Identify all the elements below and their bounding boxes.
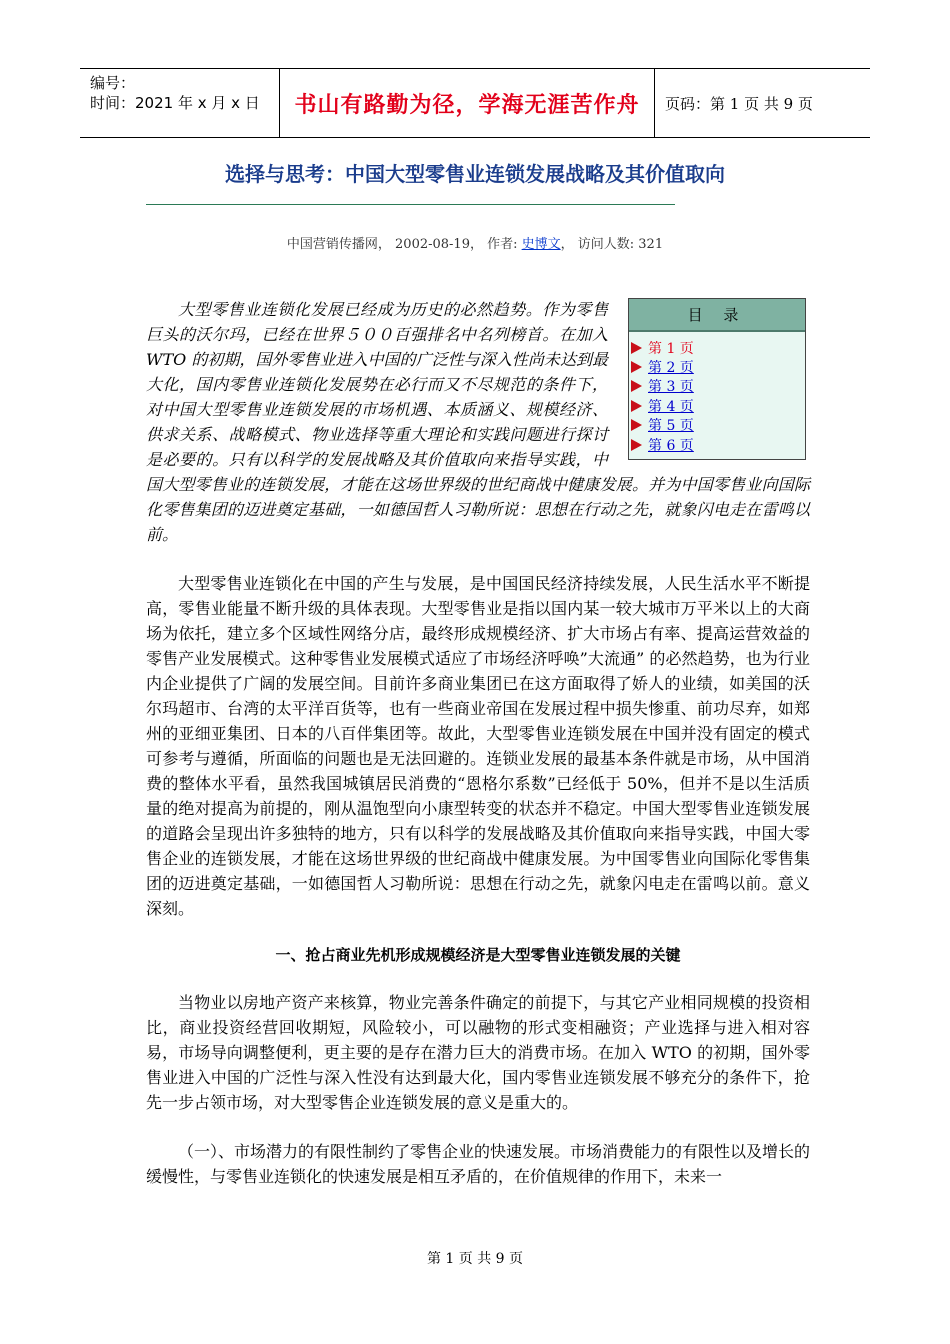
toc-link-page-1[interactable]: 第 1 页 — [648, 340, 694, 357]
toc-item[interactable] — [631, 396, 805, 415]
toc-item[interactable] — [631, 435, 805, 454]
article-meta — [80, 233, 870, 252]
document-header — [80, 68, 870, 138]
header-page-info: 页码：第 1 页 共 9 页 — [665, 94, 813, 113]
page-footer: 第 1 页 共 9 页 — [426, 1251, 524, 1267]
body-paragraph: 大型零售业连锁化在中国的产生与发展，是中国国民经济持续发展，人民生活水平不断提高，零售业能量不断升级的具体表现。大型零售业是指以国内某一较大城市万平米以上的大商场为依托，建立多个区域性网络分店，最终形成规模经济、扩大市场占有率、提高运营效益的零售产业发展模式。这种零售业发展模式适应了市场经济呼唤”大流通” 的必然趋势，也为行业内企业提供了广阔的发展空间。目前许多商业集团已在这方面取得了娇人的业绩，如美国的沃尔玛超市、台湾的太平洋百货等，也有一些商业帝国在发展过程中损失惨重、前功尽弃，如郑州的亚细亚集团、日本的八百伴集团等。故此，大型零售业连锁发展在中国并没有固定的模式可参考与遵循，所面临的问题也是无法回避的。连锁业发展的最基本条件就是市场，从中国消费的整体水平看，虽然我国城镇居民消费的“恩格尔系数”已经低于 50%，但并不是以生活质量的绝对提高为前提的，刚从温饱型向小康型转变的状态并不稳定。中国大型零售业连锁发展的道路会呈现出许多独特的地方，只有以科学的发展战略及其价值取向来指导实践，中国大零售企业的连锁发展，才能在这场世界级的世纪商战中健康发展。为中国零售业向国际化零售集团的迈进奠定基础，一如德国哲人习勒所说：思想在行动之先，就象闪电走在雷鸣以前。意义深刻。 — [146, 574, 810, 918]
arrow-right-icon — [631, 361, 642, 373]
toc-link-page-2[interactable]: 第 2 页 — [648, 360, 694, 377]
number-label: 编号： — [90, 74, 136, 92]
toc-link-page-6[interactable]: 第 6 页 — [648, 437, 694, 454]
toc-item[interactable] — [631, 357, 805, 376]
arrow-right-icon — [631, 342, 642, 354]
date-label: 时间：2021 年 x 月 x 日 — [90, 94, 260, 112]
arrow-right-icon — [631, 439, 642, 451]
toc-link-page-4[interactable]: 第 4 页 — [648, 398, 694, 415]
author-link[interactable]: 史博文 — [521, 237, 561, 252]
header-info — [80, 69, 280, 137]
table-of-contents — [628, 298, 806, 460]
body-paragraph: （一）、市场潜力的有限性制约了零售企业的快速发展。市场消费能力的有限性以及增长的缓慢性，与零售业连锁化的快速发展是相互矛盾的，在价值规律的作用下，未来一 — [146, 1142, 811, 1186]
arrow-right-icon — [631, 400, 642, 412]
toc-heading: 目 录 — [629, 299, 805, 332]
toc-link-page-5[interactable]: 第 5 页 — [648, 418, 694, 435]
article-title: 选择与思考：中国大型零售业连锁发展战略及其价值取向 — [225, 162, 725, 186]
body-paragraph: 当物业以房地产资产来核算，物业完善条件确定的前提下，与其它产业相同规模的投资相比，商业投资经营回收期短，风险较小，可以融物的形式变相融资；产业选择与进入相对容易，市场导向调整便利，更主要的是存在潜力巨大的消费市场。在加入 WTO 的初期，国外零售业进入中国的广泛性与深入性没有达到最大化，国内零售业连锁发展不够充分的条件下，抢先一步占领市场，对大型零售企业连锁发展的意义是重大的。 — [146, 993, 810, 1112]
header-motto: 书山有路勤为径，学海无涯苦作舟 — [280, 69, 655, 137]
title-divider — [146, 204, 675, 205]
meta-suffix: ， 访问人数: 321 — [560, 237, 664, 252]
toc-item[interactable] — [631, 338, 805, 357]
toc-link-page-3[interactable]: 第 3 页 — [648, 379, 694, 396]
intro-text: 大型零售业连锁化发展已经成为历史的必然趋势。作为零售巨头的沃尔玛，已经在世界５００百强排名中名列榜首。在加入WTO 的初期，国外零售业进入中国的广泛性与深入性尚未达到最大化，国内零售业连锁化发展势在必行而又不尽规范的条件下，对中国大型零售业连锁发展的市场机遇、本质涵义、规模经济、供求关系、战略模式、物业选择等重大理论和实践问题进行探讨是必要的。只有以科学的发展战略及其价值取向来指导实践，中国大型零售业的连锁发展，才能在这场世界级的世纪商战中健康发展。并为中国零售业向国际化零售集团的迈进奠定基础，一如德国哲人习勒所说：思想在行动之先，就象闪电走在雷鸣以前。 — [146, 300, 810, 544]
toc-item[interactable] — [631, 377, 805, 396]
toc-list — [629, 332, 805, 454]
toc-item[interactable] — [631, 416, 805, 435]
section-heading: 一、抢占商业先机形成规模经济是大型零售业连锁发展的关键 — [275, 946, 681, 964]
arrow-right-icon — [631, 419, 642, 431]
arrow-right-icon — [631, 380, 642, 392]
meta-prefix: 中国营销传播网， 2002-08-19， 作者: — [286, 237, 522, 252]
